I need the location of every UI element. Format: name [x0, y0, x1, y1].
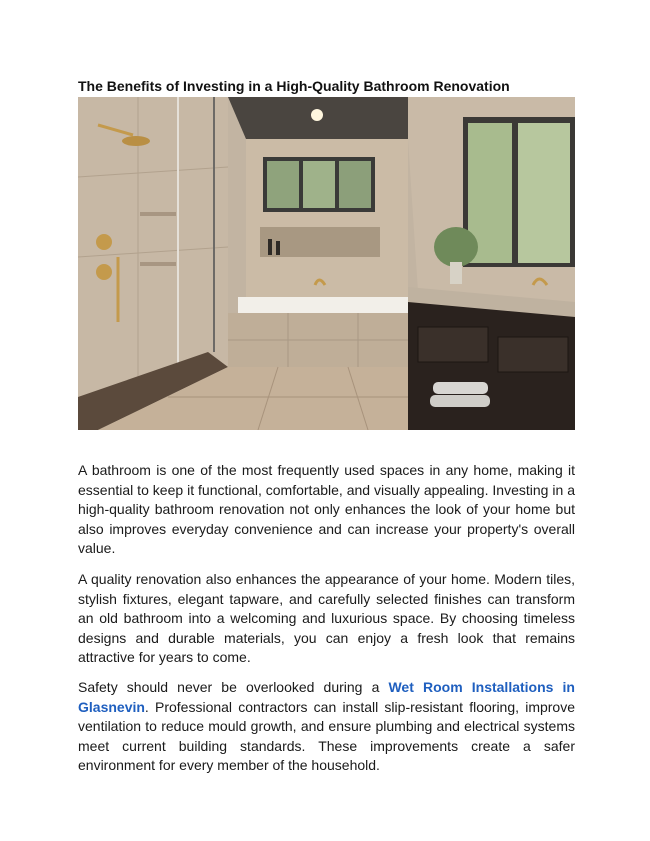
paragraph-safety-after: . Professional contractors can install slip-resistant flooring, improve ventilation to reduce mould growth, and ensure plumbing and electrical systems meet current building standards. These improvements create a safer environment for every member of the household. [78, 698, 575, 774]
bathroom-photo [78, 97, 575, 430]
paragraph-safety-before: Safety should never be overlooked during a [78, 679, 389, 695]
wet-room-installations-link[interactable]: Wet Room Installations in Glasnevin [78, 679, 575, 715]
paragraph-appearance: A quality renovation also enhances the appearance of your home. Modern tiles, stylish fixtures, elegant tapware, and carefully selected finishes can transform an old bathroom into a welcoming and luxurious space. By choosing timeless designs and durable materials, you can enjoy a fresh look that remains attractive for years to come. [78, 571, 575, 666]
paragraph-safety [78, 678, 575, 776]
page-title: The Benefits of Investing in a High-Quality Bathroom Renovation [78, 78, 510, 94]
paragraph-intro: A bathroom is one of the most frequently used spaces in any home, making it essential to keep it functional, comfortable, and visually appealing. Investing in a high-quality bathroom renovation not only enhances the look of your home but also improves everyday convenience and can increase your property's overall value. [78, 462, 575, 557]
